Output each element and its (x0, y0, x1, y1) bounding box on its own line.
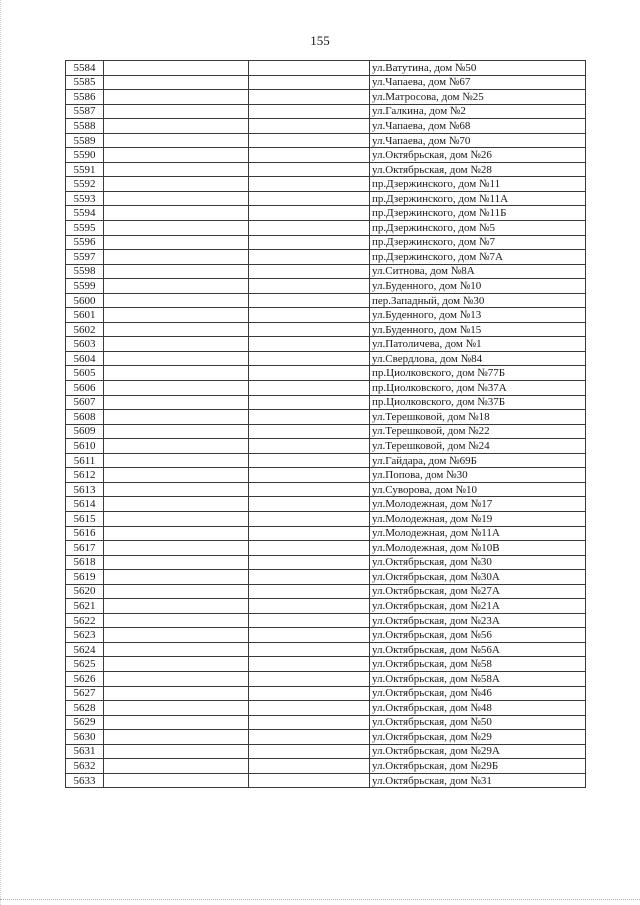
empty-cell (249, 628, 370, 643)
table-row (66, 90, 586, 105)
table-row (66, 497, 586, 512)
address-cell: ул.Ситнова, дом №8А (370, 264, 586, 279)
empty-cell (104, 642, 249, 657)
empty-cell (249, 671, 370, 686)
empty-cell (249, 715, 370, 730)
table-row (66, 366, 586, 381)
row-number-cell: 5588 (66, 119, 104, 134)
empty-cell (249, 511, 370, 526)
empty-cell (249, 395, 370, 410)
table-row (66, 642, 586, 657)
table-row (66, 75, 586, 90)
table-row (66, 773, 586, 788)
row-number-cell: 5616 (66, 526, 104, 541)
address-cell: ул.Октябрьская, дом №29Б (370, 759, 586, 774)
row-number-cell: 5623 (66, 628, 104, 643)
address-cell: ул.Чапаева, дом №67 (370, 75, 586, 90)
empty-cell (249, 773, 370, 788)
empty-cell (104, 206, 249, 221)
table-row (66, 759, 586, 774)
empty-cell (249, 555, 370, 570)
row-number-cell: 5584 (66, 61, 104, 76)
empty-cell (249, 657, 370, 672)
empty-cell (249, 366, 370, 381)
empty-cell (249, 599, 370, 614)
address-cell: ул.Октябрьская, дом №56 (370, 628, 586, 643)
row-number-cell: 5622 (66, 613, 104, 628)
address-cell: ул.Свердлова, дом №84 (370, 351, 586, 366)
empty-cell (104, 395, 249, 410)
empty-cell (104, 526, 249, 541)
address-cell: ул.Октябрьская, дом №23А (370, 613, 586, 628)
empty-cell (104, 162, 249, 177)
table-row (66, 730, 586, 745)
address-cell: ул.Октябрьская, дом №48 (370, 701, 586, 716)
address-cell: ул.Молодежная, дом №11А (370, 526, 586, 541)
table-row (66, 235, 586, 250)
table-row (66, 148, 586, 163)
row-number-cell: 5587 (66, 104, 104, 119)
row-number-cell: 5621 (66, 599, 104, 614)
empty-cell (249, 322, 370, 337)
empty-cell (104, 264, 249, 279)
empty-cell (104, 541, 249, 556)
address-cell: ул.Октябрьская, дом №30 (370, 555, 586, 570)
table-row (66, 322, 586, 337)
table-row (66, 308, 586, 323)
address-cell: ул.Октябрьская, дом №58А (370, 671, 586, 686)
row-number-cell: 5612 (66, 468, 104, 483)
address-cell: ул.Молодежная, дом №10В (370, 541, 586, 556)
empty-cell (249, 104, 370, 119)
address-cell: ул.Гайдара, дом №69Б (370, 453, 586, 468)
table-row (66, 686, 586, 701)
table-row (66, 395, 586, 410)
empty-cell (104, 191, 249, 206)
table-row (66, 61, 586, 76)
row-number-cell: 5614 (66, 497, 104, 512)
row-number-cell: 5593 (66, 191, 104, 206)
address-cell: ул.Октябрьская, дом №58 (370, 657, 586, 672)
address-cell: ул.Буденного, дом №15 (370, 322, 586, 337)
row-number-cell: 5617 (66, 541, 104, 556)
row-number-cell: 5586 (66, 90, 104, 105)
empty-cell (104, 482, 249, 497)
empty-cell (249, 701, 370, 716)
empty-cell (249, 235, 370, 250)
empty-cell (104, 322, 249, 337)
row-number-cell: 5592 (66, 177, 104, 192)
empty-cell (249, 497, 370, 512)
empty-cell (104, 221, 249, 236)
table-row (66, 381, 586, 396)
empty-cell (104, 235, 249, 250)
empty-cell (104, 410, 249, 425)
empty-cell (249, 90, 370, 105)
row-number-cell: 5602 (66, 322, 104, 337)
address-cell: пр.Дзержинского, дом №11 (370, 177, 586, 192)
address-cell: ул.Октябрьская, дом №56А (370, 642, 586, 657)
table-row (66, 453, 586, 468)
row-number-cell: 5613 (66, 482, 104, 497)
scan-edge (0, 0, 3, 905)
empty-cell (104, 671, 249, 686)
row-number-cell: 5619 (66, 570, 104, 585)
empty-cell (249, 177, 370, 192)
table-row (66, 468, 586, 483)
address-cell: ул.Октябрьская, дом №29А (370, 744, 586, 759)
table-body (66, 61, 586, 788)
address-cell: ул.Октябрьская, дом №29 (370, 730, 586, 745)
address-cell: пр.Дзержинского, дом №5 (370, 221, 586, 236)
empty-cell (249, 642, 370, 657)
empty-cell (104, 497, 249, 512)
empty-cell (104, 250, 249, 265)
empty-cell (249, 410, 370, 425)
empty-cell (249, 381, 370, 396)
address-cell: ул.Суворова, дом №10 (370, 482, 586, 497)
empty-cell (249, 191, 370, 206)
empty-cell (249, 584, 370, 599)
address-cell: пр.Дзержинского, дом №7 (370, 235, 586, 250)
table-row (66, 613, 586, 628)
row-number-cell: 5624 (66, 642, 104, 657)
table-row (66, 424, 586, 439)
empty-cell (249, 279, 370, 294)
row-number-cell: 5627 (66, 686, 104, 701)
address-cell: ул.Октябрьская, дом №28 (370, 162, 586, 177)
empty-cell (249, 570, 370, 585)
row-number-cell: 5615 (66, 511, 104, 526)
address-cell: ул.Галкина, дом №2 (370, 104, 586, 119)
row-number-cell: 5629 (66, 715, 104, 730)
table-row (66, 264, 586, 279)
row-number-cell: 5600 (66, 293, 104, 308)
empty-cell (104, 715, 249, 730)
row-number-cell: 5630 (66, 730, 104, 745)
empty-cell (249, 482, 370, 497)
empty-cell (249, 439, 370, 454)
table-row (66, 206, 586, 221)
empty-cell (104, 337, 249, 352)
empty-cell (104, 104, 249, 119)
empty-cell (104, 133, 249, 148)
table-row (66, 744, 586, 759)
empty-cell (104, 613, 249, 628)
empty-cell (104, 773, 249, 788)
address-cell: ул.Терешковой, дом №24 (370, 439, 586, 454)
table-row (66, 119, 586, 134)
address-table (65, 60, 586, 788)
row-number-cell: 5599 (66, 279, 104, 294)
table-row (66, 599, 586, 614)
empty-cell (249, 337, 370, 352)
address-cell: ул.Октябрьская, дом №46 (370, 686, 586, 701)
empty-cell (104, 584, 249, 599)
empty-cell (104, 744, 249, 759)
row-number-cell: 5609 (66, 424, 104, 439)
table-row (66, 221, 586, 236)
row-number-cell: 5606 (66, 381, 104, 396)
empty-cell (249, 424, 370, 439)
row-number-cell: 5604 (66, 351, 104, 366)
address-cell: ул.Попова, дом №30 (370, 468, 586, 483)
row-number-cell: 5626 (66, 671, 104, 686)
empty-cell (249, 468, 370, 483)
table-row (66, 555, 586, 570)
row-number-cell: 5603 (66, 337, 104, 352)
address-cell: ул.Чапаева, дом №70 (370, 133, 586, 148)
table-row (66, 541, 586, 556)
address-cell: ул.Октябрьская, дом №21А (370, 599, 586, 614)
address-cell: пр.Циолковского, дом №77Б (370, 366, 586, 381)
empty-cell (104, 686, 249, 701)
row-number-cell: 5618 (66, 555, 104, 570)
address-cell: ул.Буденного, дом №13 (370, 308, 586, 323)
address-table-container (65, 60, 586, 788)
empty-cell (104, 351, 249, 366)
empty-cell (249, 453, 370, 468)
empty-cell (249, 148, 370, 163)
empty-cell (104, 453, 249, 468)
empty-cell (104, 366, 249, 381)
empty-cell (104, 119, 249, 134)
row-number-cell: 5601 (66, 308, 104, 323)
empty-cell (104, 279, 249, 294)
row-number-cell: 5607 (66, 395, 104, 410)
table-row (66, 337, 586, 352)
address-cell: пр.Дзержинского, дом №11А (370, 191, 586, 206)
table-row (66, 104, 586, 119)
page-bottom-edge (0, 899, 640, 900)
empty-cell (104, 657, 249, 672)
empty-cell (104, 511, 249, 526)
address-cell: ул.Молодежная, дом №19 (370, 511, 586, 526)
empty-cell (104, 90, 249, 105)
empty-cell (104, 177, 249, 192)
empty-cell (249, 133, 370, 148)
table-row (66, 250, 586, 265)
table-row (66, 133, 586, 148)
empty-cell (249, 61, 370, 76)
empty-cell (104, 468, 249, 483)
table-row (66, 715, 586, 730)
address-cell: пр.Дзержинского, дом №11Б (370, 206, 586, 221)
row-number-cell: 5597 (66, 250, 104, 265)
empty-cell (104, 759, 249, 774)
row-number-cell: 5632 (66, 759, 104, 774)
empty-cell (249, 221, 370, 236)
table-row (66, 482, 586, 497)
address-cell: ул.Матросова, дом №25 (370, 90, 586, 105)
row-number-cell: 5590 (66, 148, 104, 163)
row-number-cell: 5596 (66, 235, 104, 250)
row-number-cell: 5598 (66, 264, 104, 279)
empty-cell (249, 206, 370, 221)
address-cell: ул.Октябрьская, дом №50 (370, 715, 586, 730)
row-number-cell: 5595 (66, 221, 104, 236)
empty-cell (104, 293, 249, 308)
empty-cell (249, 293, 370, 308)
table-row (66, 191, 586, 206)
row-number-cell: 5631 (66, 744, 104, 759)
address-cell: пр.Циолковского, дом №37Б (370, 395, 586, 410)
empty-cell (249, 541, 370, 556)
empty-cell (104, 730, 249, 745)
row-number-cell: 5608 (66, 410, 104, 425)
empty-cell (104, 308, 249, 323)
empty-cell (104, 439, 249, 454)
row-number-cell: 5628 (66, 701, 104, 716)
empty-cell (249, 162, 370, 177)
address-cell: ул.Октябрьская, дом №27А (370, 584, 586, 599)
table-row (66, 177, 586, 192)
empty-cell (249, 744, 370, 759)
table-row (66, 279, 586, 294)
address-cell: ул.Молодежная, дом №17 (370, 497, 586, 512)
empty-cell (249, 730, 370, 745)
row-number-cell: 5625 (66, 657, 104, 672)
empty-cell (249, 264, 370, 279)
empty-cell (249, 526, 370, 541)
address-cell: ул.Октябрьская, дом №31 (370, 773, 586, 788)
row-number-cell: 5594 (66, 206, 104, 221)
row-number-cell: 5591 (66, 162, 104, 177)
table-row (66, 293, 586, 308)
empty-cell (249, 75, 370, 90)
empty-cell (249, 119, 370, 134)
address-cell: ул.Терешковой, дом №22 (370, 424, 586, 439)
table-row (66, 657, 586, 672)
address-cell: ул.Ватутина, дом №50 (370, 61, 586, 76)
empty-cell (104, 424, 249, 439)
table-row (66, 628, 586, 643)
empty-cell (104, 555, 249, 570)
table-row (66, 162, 586, 177)
table-row (66, 570, 586, 585)
table-row (66, 701, 586, 716)
address-cell: ул.Буденного, дом №10 (370, 279, 586, 294)
row-number-cell: 5620 (66, 584, 104, 599)
empty-cell (249, 308, 370, 323)
empty-cell (104, 599, 249, 614)
table-row (66, 351, 586, 366)
address-cell: ул.Патоличева, дом №1 (370, 337, 586, 352)
address-cell: ул.Октябрьская, дом №30А (370, 570, 586, 585)
row-number-cell: 5585 (66, 75, 104, 90)
table-row (66, 671, 586, 686)
empty-cell (104, 570, 249, 585)
empty-cell (104, 628, 249, 643)
table-row (66, 439, 586, 454)
address-cell: пер.Западный, дом №30 (370, 293, 586, 308)
address-cell: ул.Терешковой, дом №18 (370, 410, 586, 425)
empty-cell (249, 759, 370, 774)
row-number-cell: 5589 (66, 133, 104, 148)
row-number-cell: 5610 (66, 439, 104, 454)
table-row (66, 526, 586, 541)
empty-cell (249, 613, 370, 628)
table-row (66, 410, 586, 425)
address-cell: ул.Октябрьская, дом №26 (370, 148, 586, 163)
row-number-cell: 5605 (66, 366, 104, 381)
empty-cell (104, 701, 249, 716)
row-number-cell: 5611 (66, 453, 104, 468)
address-cell: пр.Дзержинского, дом №7А (370, 250, 586, 265)
table-row (66, 584, 586, 599)
empty-cell (104, 148, 249, 163)
page-number: 155 (310, 33, 330, 48)
empty-cell (104, 75, 249, 90)
address-cell: пр.Циолковского, дом №37А (370, 381, 586, 396)
row-number-cell: 5633 (66, 773, 104, 788)
empty-cell (104, 381, 249, 396)
table-row (66, 511, 586, 526)
empty-cell (249, 250, 370, 265)
empty-cell (249, 351, 370, 366)
empty-cell (249, 686, 370, 701)
address-cell: ул.Чапаева, дом №68 (370, 119, 586, 134)
empty-cell (104, 61, 249, 76)
